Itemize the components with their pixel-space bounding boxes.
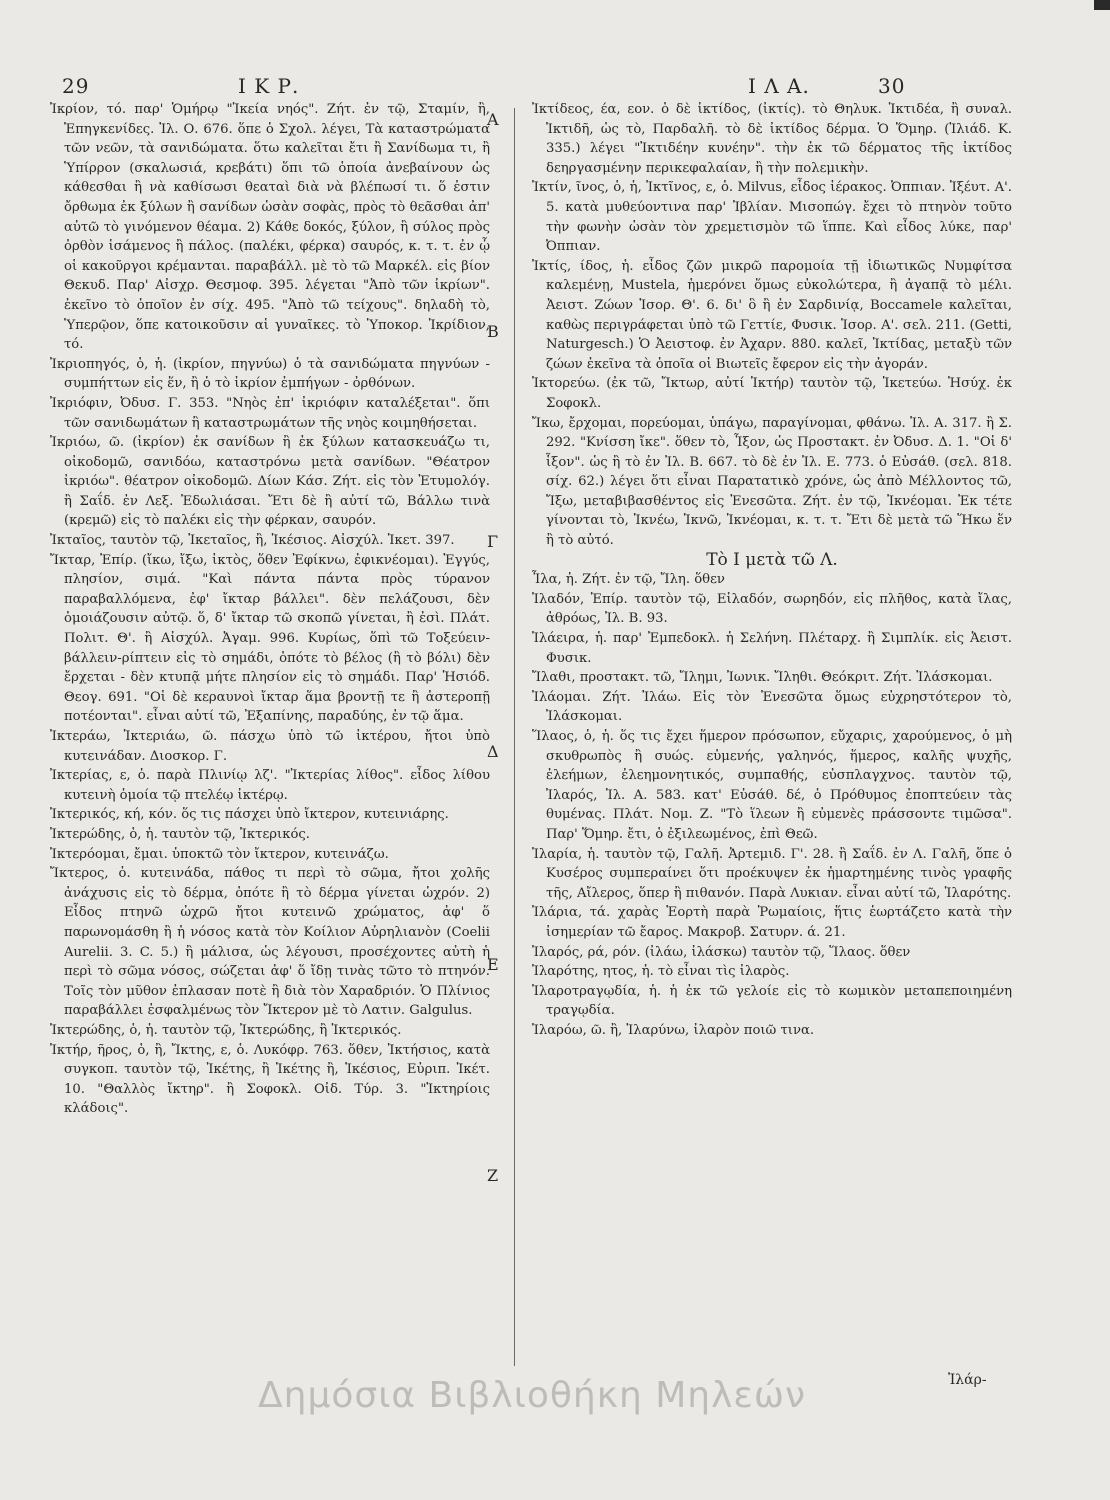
scan-corner (1094, 0, 1110, 10)
entry: Ἴλαθι, προστακτ. τῶ, Ἴλημι, Ἰωνικ. Ἴληθι. Θεόκριτ. Ζήτ. Ἰλάσκομαι. (532, 670, 993, 686)
entry: Ἰκτερώδης, ὁ, ἡ. ταυτὸν τῷ, Ἰκτερώδης, ἢ Ἰκτερικός. (50, 1022, 402, 1038)
right-column (532, 100, 1012, 1041)
entry: Ἰκτήρ, ῆρος, ὁ, ἢ, Ἴκτης, ε, ὁ. Λυκόφρ. 763. ὅθεν, Ἱκτήσιος, κατὰ συγκοπ. ταυτὸν τῷ, Ἰκέτης, ἢ Ἱκέτης ἢ, Ἱκέσιος, Εὐριπ. Ἱκέτ. 10. "Θαλλὸς ἴκτηρ". ἢ Σοφοκλ. Οἰδ. Τύρ. 3. "Ἱκτηρίοις κλάδοις". (50, 1042, 490, 1117)
entry: Ἰκτερόομαι, ἔμαι. ὑποκτῶ τὸν ἴκτερον, κυτεινάζω. (50, 846, 389, 862)
margin-letter-c: Γ (487, 532, 499, 551)
entry: Ἰλαρόω, ῶ. ἢ, Ἰλαρύνω, ἰλαρὸν ποιῶ τινα. (532, 1022, 815, 1038)
entry: Ἰκριόω, ῶ. (ἰκρίον) ἐκ σανίδων ἢ ἐκ ξύλων κατασκευάζω τι, οἰκοδομῶ, σανιδόω, καταστρόνω μετὰ σανίδων. "Θέατρον ἰκριόω". θέατρον οἰκοδομῶ. Δίων Κάσ. Ζήτ. εἰς τὸν Ἐτυμολόγ. ἢ Σαΐδ. ἐν Λεξ. Ἐδωλιάσαι. Ἔτι δὲ ἢ αὐτί τῶ, Βάλλω τινὰ (κρεμῶ) εἰς τὸ παλέκι εἰς τὴν φέρκαν, σαυρόν. (50, 435, 490, 529)
entry: Ἰκτορεύω. (ἐκ τῶ, Ἴκτωρ, αὐτί Ἰκτήρ) ταυτὸν τῷ, Ἱκετεύω. Ἡσύχ. ἐκ Σοφοκλ. (532, 376, 1012, 411)
entry: Ἰκτίς, ίδος, ἡ. εἶδος ζῶν μικρῶ παρομοία τῇ ἰδιωτικῶς Νυμφίτσα καλεμένῃ, Mustela, ἡμερόνει ὅμως εὐκολώτερα, ἢ ἀγαπᾷ τὸ μέλι. Ἀειστ. Ζώων Ἱσορ. Θ'. 6. δι' ὃ ἢ ἐν Σαρδινίᾳ, Boccamele καλεῖται, καθὼς περιγράφεται ὑπὸ τῶ Γεττίε, Φυσικ. Ἱσορ. Α'. σελ. 211. (Getti, Naturgesch.) Ὁ Ἀειστοφ. ἐν Ἀχαρν. 880. καλεῖ, Ἰκτίδας, μεταξὺ τῶν ζώων ἐκεῖνα τὰ ὁποῖα οἱ Βιωτεῖς ἔφερον εἰς τὴν ἀγοράν. (532, 258, 1012, 372)
running-head-left: Ι Κ Ρ. (238, 74, 300, 98)
entry: Ἰλάρια, τά. χαρὰς Ἑορτὴ παρὰ Ῥωμαίοις, ἥτις ἑωρτάζετο κατὰ τὴν ἰσημερίαν τῶ ἔαρος. Μακροβ. Σατυρν. ά. 21. (532, 905, 1012, 940)
running-head-right: Ι Λ Α. (748, 74, 810, 98)
entry: Ἰκταῖος, ταυτὸν τῷ, Ἰκεταῖος, ἢ, Ἱκέσιος. Αἰσχύλ. Ἱκετ. 397. (50, 533, 455, 549)
entry: Ἰκτεράω, Ἰκτεριάω, ῶ. πάσχω ὑπὸ τῶ ἰκτέρου, ἤτοι ὑπὸ κυτεινάδαν. Διοσκορ. Γ. (50, 729, 490, 764)
margin-letter-f: Ζ (487, 1166, 499, 1185)
entry: Ἴκτερος, ὁ. κυτεινάδα, πάθος τι περὶ τὸ σῶμα, ἤτοι χολῆς ἀνάχυσις εἰς τὸ δέρμα, ὁπότε ἢ τὸ δέρμα γίνεται ὠχρόν. 2) Εἶδος πτηνῶ ὠχρῶ ἤτοι κυτεινῶ χρώματος, ἀφ' ὅ παρωνομάσθη ἢ ἡ νόσος κατὰ τὸν Κοίλιον Αὐρηλιανὸν (Coelii Aurelii. 3. C. 5.) ἢ μάλισα, ὡς λέγουσι, προσέχοντες αὐτὴ ἡ περὶ τὸ σῶμα νόσος, σώζεται ἀφ' ὅ ἴδῃ τινὰς τῶτο τὸ πτηνόν. Τοῖς τὸν μῦθον ἐπλασαν ποτὲ ἢ διὰ τὸν Χαραδριόν. Ὁ Πλίνιος παραβάλλει ἐσφαλμένως τὸν Ἴκτερον μὲ τὸ Λατιν. Galgulus. (50, 866, 490, 1019)
entry: Ἰκτερώδης, ὁ, ἡ. ταυτὸν τῷ, Ἰκτερικός. (50, 826, 310, 842)
entry: Ἵλαος, ὁ, ἡ. ὅς τις ἔχει ἥμερον πρόσωπον, εὔχαρις, χαρούμενος, ὁ μὴ σκυθρωπὸς ἢ συώς. εὐμενής, γαληνός, ἥμερος, καλῆς ψυχῆς, ἐλεήμων, ἐλεημονητικός, συμπαθής, εὐσπλαγχνος. ταυτὸν τῷ, Ἰλαρός, Ἰλ. Α. 583. κατ' Εὐσάθ. δέ, ὁ Πρόθυμος ἐποπτεύειν τὰς θυμένας. Πλάτ. Νομ. Ζ. "Τὸ ἵλεων ἢ εὐμενὲς πράσσοντε τιμῶσα". Παρ' Ὅμηρ. ἔτι, ὁ ἐξιλεωμένος, ἐπὶ Θεῶ. (532, 729, 1012, 842)
margin-letter-a: Α (487, 110, 499, 129)
margin-letter-e: Ε (487, 955, 499, 974)
margin-letter-d: Δ (487, 742, 499, 761)
entry: Ἰλαδόν, Ἐπίρ. ταυτὸν τῷ, Εἰλαδόν, σωρηδόν, εἰς πλῆθος, κατὰ ἴλας, ἀθρόως, Ἰλ. Β. 93. (532, 591, 1012, 627)
section-heading: Τὸ Ι μετὰ τῶ Λ. (706, 549, 838, 570)
entry: Ἰλαρία, ἡ. ταυτὸν τῷ, Γαλῆ. Ἀρτεμιδ. Γ'. 28. ἢ Σαΐδ. ἐν Λ. Γαλῆ, ὅπε ὁ Κυσέρος συμπεραίνει ὅτι προέκυψεν ἐκ ἡμαρτημένης τινὸς γραφῆς τῆς, Αἴλερος, ὅπερ ἢ πιθανόν. Παρὰ Λυκιαν. εἶναι αὐτί τῶ, Ἰλαρότης. (532, 846, 1012, 901)
entry: Ἰλάειρα, ἡ. παρ' Ἐμπεδοκλ. ἡ Σελήνη. Πλέταρχ. ἢ Σιμπλίκ. εἰς Ἀειστ. Φυσικ. (532, 631, 1012, 666)
entry: Ἰλάομαι. Ζήτ. Ἰλάω. Εἰς τὸν Ἐνεσῶτα ὅμως εὐχρηστότερον τὸ, Ἰλάσκομαι. (532, 689, 1012, 725)
entry: Ἰκριοπηγός, ὁ, ἡ. (ἰκρίον, πηγνύω) ὁ τὰ σανιδώματα πηγνύων - συμπήττων εἰς ἕν, ἢ ὁ τὸ ἰκρίον ἐμπήγων - ὀρθόνων. (50, 356, 490, 392)
library-watermark: Δημόσια Βιβλιοθήκη Μηλεών (258, 1375, 807, 1416)
margin-letter-b: Β (487, 322, 499, 341)
entry: Ἶλα, ἡ. Ζήτ. ἐν τῷ, Ἴλη. ὅθεν (532, 572, 725, 588)
entry: Ἰκτερικός, κή, κόν. ὅς τις πάσχει ὑπὸ ἴκτερον, κυτεινιάρης. (50, 807, 449, 823)
entry: Ἰκτίν, ῖνος, ὁ, ἡ, Ἰκτῖνος, ε, ὁ. Milvus, εἶδος ἱέρακος. Ὀππιαν. Ἰξέυτ. Α'. 5. κατὰ μυθεύοντινα παρ' Ἰβλίαν. Μισοπώγ. ἔχει τὸ πτηνὸν τοῦτο τὴν φωνὴν ὡσὰν τὸν χρεμετισμὸν τῶ ἵππε. Καὶ εἶδος λύκε, παρ' Ὀππιαν. (532, 180, 1012, 255)
entry: Ἰλαρότης, ητος, ἡ. τὸ εἶναι τὶς ἰλαρὸς. (532, 964, 790, 980)
left-column (50, 100, 490, 1119)
entry: Ἰκριόφιν, Ὀδυσ. Γ. 353. "Νηὸς ἐπ' ἰκριόφιν καταλέξεται". ὅπι τῶν σανιδωμάτων ἢ καταστρωμάτων τῆς νηὸς κοιμηθήσεται. (50, 395, 490, 431)
entry: Ἰλαρός, ρά, ρόν. (ἰλάω, ἰλάσκω) ταυτὸν τῷ, Ἵλαος. ὅθεν (532, 944, 911, 960)
column-divider (514, 108, 515, 1366)
entry: Ἰκρίον, τό. παρ' Ὁμήρῳ "Ἰκεία νηός". Ζήτ. ἐν τῷ, Σταμίν, ἢ, Ἐπηγκενίδες. Ἰλ. Ο. 676. ὅπε ὁ Σχολ. λέγει, Τὰ καταστρώματα τῶν νεῶν, τὰ σανιδώματα. ὅτω καλεῖται ἔτι ἢ Σανίδωμα τι, ἢ Ὑπίρρον (σκαλωσιά, κρεβάτι) ὅπι τῶ ὁποία ἀνεβαίνουν ὡς κάθεσθαι ἢ νὰ καθίσωσι θεαταὶ διὰ νὰ βλέπωσί τι. ὅ ἐστιν ὄρθωμα ἐκ ξύλων ἢ σανίδων ὡσὰν σοφὰς, πρὸς τὸ θεᾶσθαι ἀπ' αὐτῶ τὸ γινόμενον θέαμα. 2) Κάθε δοκός, ξύλον, ἢ σύλος πρὸς ὀρθὸν ἱσάμενος ἢ πάλος. (παλέκι, φέρκα) σαυρός, κ. τ. τ. ἐν ᾧ οἱ κακοῦργοι κρέμανται. παραβάλλ. μὲ τὸ τῶ Μαρκέλ. εἰς βίον Θεκυδ. Παρ' Αἰσχρ. Θεσμοφ. 395. λέγεται "Ἀπὸ τῶν ἰκρίων". ἐκεῖνο τὸ ὁποῖον ἐν σίχ. 495. "Ἀπὸ τῶ τείχους". δηλαδὴ τὸ, Ὑπερῷον, ὅπε κατοικοῦσιν αἱ γυναῖκες. τὸ Ὑποκορ. Ἰκρίδιον, τό. (50, 102, 490, 353)
entry: Ἰκτερίας, ε, ὁ. παρὰ Πλινίῳ λζ'. "Ἰκτερίας λίθος". εἶδος λίθου κυτεινὴ ὁμοία τῷ πτελέῳ ἰκτέρῳ. (50, 768, 490, 803)
entry: Ἴκω, ἔρχομαι, πορεύομαι, ὑπάγω, παραγίνομαι, φθάνω. Ἰλ. Α. 317. ἢ Σ. 292. "Κνίσση ἴκε". ὅθεν τὸ, Ἶξον, ὡς Προστακτ. ἐν Ὀδυσ. Δ. 1. "Οἱ δ' ἷξον". ὡς ἢ τὸ ἐν Ἰλ. Β. 667. τὸ δὲ ἐν Ἰλ. Ε. 773. ὁ Εὐσάθ. (σελ. 818. σίχ. 62.) λέγει ὅτι εἶναι Παρατατικὸ χρόνε, ὡς ἀπὸ Μέλλοντος τῶ, Ἴξω, μεταβιβασθέντος εἰς Ἐνεσῶτα. Ζήτ. ἐν τῷ, Ἰκνέομαι. Ἐκ τέτε γίνονται τὸ, Ἰκνέω, Ἰκνῶ, Ἰκνέομαι, κ. τ. τ. Ἔτι δὲ μετὰ τῶ Ἥκω ἕν ἢ τὸ αὐτό. (532, 415, 1012, 549)
entry: Ἰκτίδεος, έα, εον. ὁ δὲ ἰκτίδος, (ἰκτίς). τὸ Θηλυκ. Ἰκτιδέα, ἢ συναλ. Ἰκτιδῆ, ὡς τὸ, Παρδαλῆ. τὸ δὲ ἰκτίδος δέρμα. Ὁ Ὅμηρ. (Ἰλιάδ. Κ. 335.) λέγει "Ἰκτιδέην κυνέην". τὴν ἐκ τῶ δέρματος τῆς ἰκτίδος δεηργασμένην περικεφαλαίαν, ἢ τὴν πολεμικὴν. (532, 102, 1012, 176)
entry: Ἰλαροτραγῳδία, ἡ. ἡ ἐκ τῶ γελοίε εἰς τὸ κωμικὸν μεταπεποιημένη τραγῳδία. (532, 983, 1012, 1019)
page-number-right: 30 (878, 74, 906, 98)
catchword: Ἰλάρ- (948, 1372, 987, 1388)
entry: Ἴκταρ, Ἐπίρ. (ἴκω, ἴξω, ἰκτὸς, ὅθεν Ἐφίκνω, ἐφικνέομαι). Ἐγγύς, πλησίον, σιμά. "Καὶ πάντα πάντα πρὸς τύρανον παραβαλλόμενα, ἐφ' ἴκταρ βάλλει". δὲν πελάζουσι, δὲν ὁμοιάζουσιν αὐτῷ. ὅ, δ' ἴκταρ τῶ σκοπῶ γίνεται, ἢ ἐσὶ. Πλάτ. Πολιτ. Θ'. ἢ Αἰσχύλ. Ἀγαμ. 996. Κυρίως, ὅπὶ τῶ Τοξεύειν-βάλλειν-ρίπτειν εἰς τὸ σημάδι, ὁπότε τὸ βέλος (ἢ τὸ βόλι) δὲν ἔρχεται - δὲν κτυπᾷ μήτε πλησίον εἰς τὸ σημάδι. Παρ' Ἡσιόδ. Θεογ. 691. "Οἱ δὲ κεραυνοὶ ἴκταρ ἅμα βροντῇ τε ἢ ἀστεροπῇ ποτέονται". εἶναι αὐτί τῶ, Ἐξαπίνης, παραδύης, ἐν τῷ ἅμα. (50, 552, 490, 725)
page-number-left: 29 (62, 74, 90, 98)
